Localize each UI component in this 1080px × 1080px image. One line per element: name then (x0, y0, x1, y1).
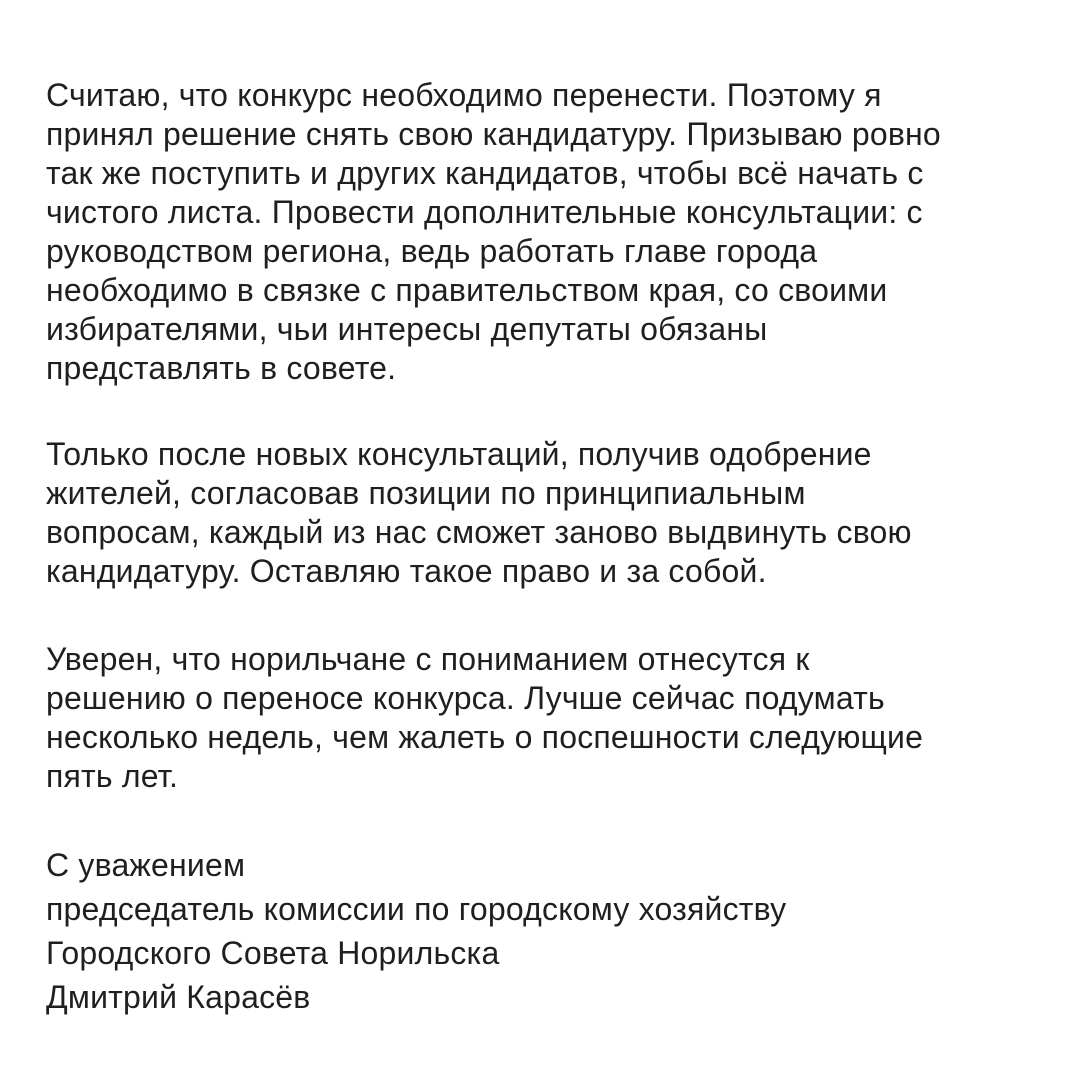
paragraph-line: чистого листа. Провести дополнительные консультации: с (46, 194, 923, 230)
paragraph-line: жителей, согласовав позиции по принципиальным (46, 475, 806, 511)
signature-name: Дмитрий Карасёв (46, 979, 311, 1015)
paragraph-line: Уверен, что норильчане с пониманием отнесутся к (46, 641, 810, 677)
paragraph-line: Только после новых консультаций, получив одобрение (46, 436, 872, 472)
paragraph-line: несколько недель, чем жалеть о поспешности следующие (46, 719, 924, 755)
paragraph-line: Считаю, что конкурс необходимо перенести. Поэтому я (46, 77, 882, 113)
paragraph-line: принял решение снять свою кандидатуру. Призываю ровно (46, 116, 941, 152)
paragraph-line: вопросам, каждый из нас сможет заново выдвинуть свою (46, 514, 912, 550)
paragraph-line: руководством региона, ведь работать главе города (46, 233, 818, 269)
paragraph-line: кандидатуру. Оставляю такое право и за собой. (46, 553, 767, 589)
paragraph-line: представлять в совете. (46, 350, 397, 386)
paragraph-3 (46, 640, 1056, 796)
paragraph-line: пять лет. (46, 758, 179, 794)
paragraph-line: избирателями, чьи интересы депутаты обязаны (46, 311, 768, 347)
paragraph-line: необходимо в связке с правительством края, со своими (46, 272, 888, 308)
signature-block (46, 843, 1056, 1019)
signature-position: председатель комиссии по городскому хозяйству (46, 891, 787, 927)
paragraph-line: так же поступить и других кандидатов, чтобы всё начать с (46, 155, 924, 191)
paragraph-1 (46, 76, 1056, 388)
paragraph-2 (46, 435, 1056, 591)
paragraph-line: решению о переносе конкурса. Лучше сейчас подумать (46, 680, 885, 716)
signature-organization: Городского Совета Норильска (46, 935, 500, 971)
signature-closing: С уважением (46, 847, 246, 883)
